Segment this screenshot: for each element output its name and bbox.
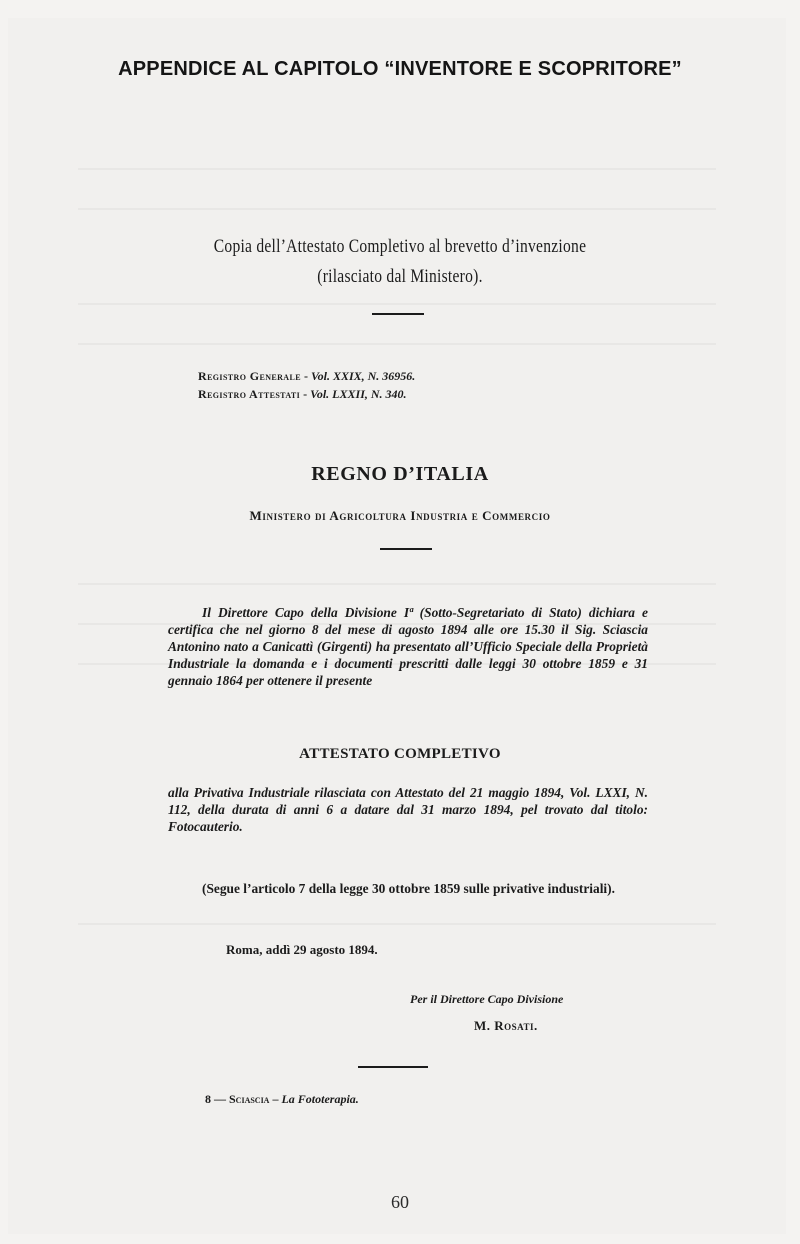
attestato-paragraph: alla Privativa Industriale rilasciata con Attestato del 21 maggio 1894, Vol. LXXI, N. 112, della durata di anni 6 a datare dal 31 marzo 1894, pel trovato dal titolo: Fotocauterio. [168, 785, 648, 834]
signature-for: Per il Direttore Capo Divisione [410, 992, 564, 1006]
register-label: Registro Attestati [198, 387, 301, 401]
copy-title-line2: (rilasciato dal Ministero). [317, 266, 483, 287]
place-date: Roma, addì 29 agosto 1894. [226, 942, 378, 957]
divider-rule [358, 1066, 428, 1068]
register-attestati: Registro Attestati - Vol. LXXII, N. 340. [198, 387, 407, 401]
footnote [205, 1092, 359, 1107]
attestato-title: ATTESTATO COMPLETIVO [299, 746, 501, 762]
register-generale: Registro Generale - Vol. XXIX, N. 36956. [198, 369, 416, 383]
footnote-title: La Fototerapia. [281, 1092, 359, 1106]
register-label: Registro Generale [198, 369, 301, 383]
declaration-paragraph: Il Direttore Capo della Divisione Iª (Sotto-Segretariato di Stato) dichiara e certifica che nel giorno 8 del mese di agosto 1894 alle ore 15.30 il Sig. Sciascia Antonino nato a Canicattì (Girgenti) ha presentato all’Ufficio Speciale della Proprietà Industriale la domanda e i documenti prescritti dalle leggi 30 ottobre 1859 e 31 gennaio 1864 per ottenere il presente [168, 605, 648, 688]
copy-title-line1: Copia dell’Attestato Completivo al brevetto d’invenzione [213, 236, 587, 257]
divider-rule [380, 548, 432, 550]
register-value: Vol. XXIX, N. 36956. [310, 369, 416, 383]
segue-note: (Segue l’articolo 7 della legge 30 ottobre 1859 sulle privative industriali). [202, 881, 615, 896]
copy-title [72, 232, 728, 292]
footnote-number: 8 — [205, 1092, 226, 1106]
footnote-separator: – [272, 1092, 279, 1106]
register-value: Vol. LXXII, N. 340. [310, 387, 407, 401]
page-number: 60 [391, 1192, 409, 1212]
chapter-header: APPENDICE AL CAPITOLO “INVENTORE E SCOPRITORE” [118, 58, 682, 80]
divider-rule [372, 313, 424, 315]
footnote-author: Sciascia [229, 1092, 270, 1106]
ministry-heading: Ministero di Agricoltura Industria e Commercio [249, 508, 551, 523]
signatory-name: M. Rosati. [474, 1018, 538, 1033]
kingdom-heading: REGNO D’ITALIA [311, 463, 489, 485]
